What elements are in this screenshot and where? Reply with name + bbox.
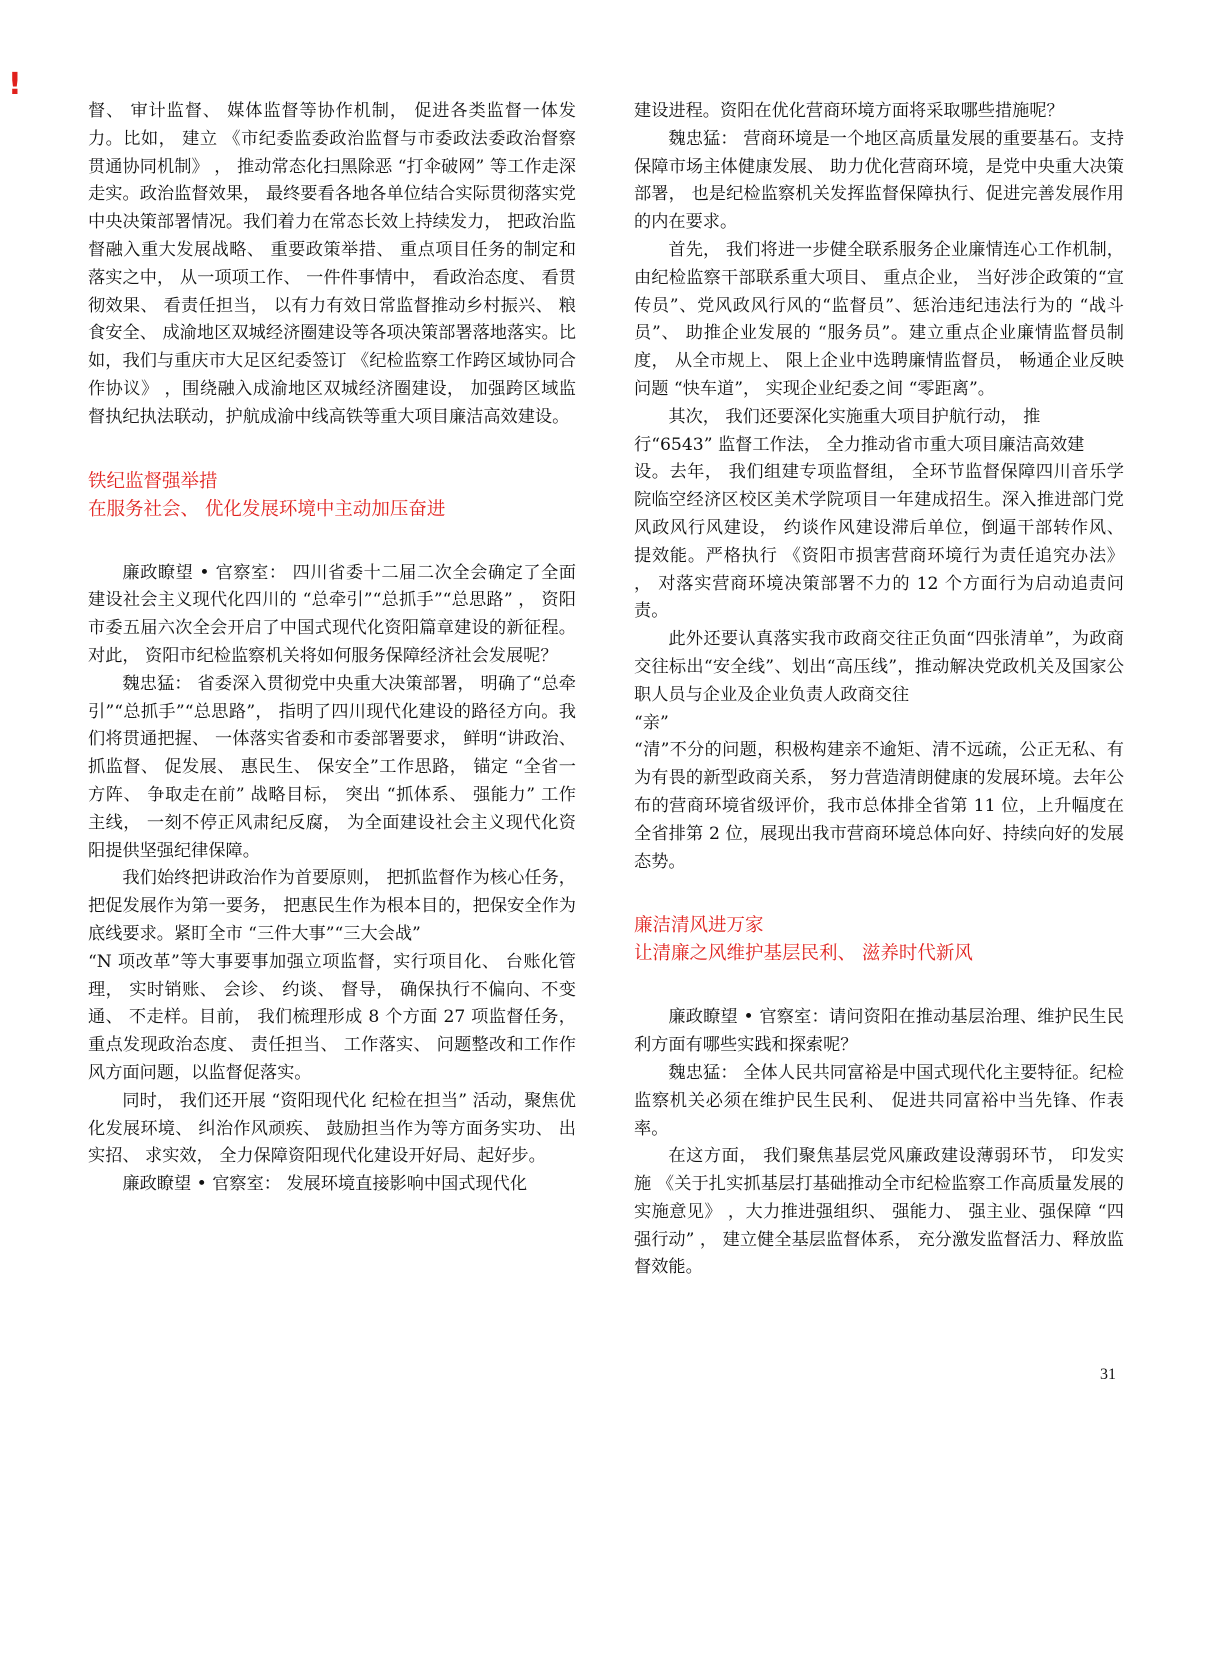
paragraph: 廉政瞭望 • 官察室：请问资阳在推动基层治理、维护民生民利方面有哪些实践和探索呢？ (634, 1007, 1124, 1056)
section-heading-line1: 铁纪监督强举措 (88, 470, 218, 492)
paragraph: 我们始终把讲政治作为首要原则， 把抓监督作为核心任务， 把促发展作为第一要务， 把惠民生作为根本目的，把保安全作为底线要求。紧盯全市 “三件大事”“三大会战” (88, 868, 576, 944)
paragraph: 在这方面， 我们聚焦基层党风廉政建设薄弱环节， 印发实施 《关于扎实抓基层打基础推动全市纪检监察工作高质量发展的实施意见》 ，大力推进强组织、 强能力、 强主业、强保障 “四强行动” ， 建立健全基层监督体系， 充分激发监督活力、释放监督效能。 (634, 1146, 1124, 1278)
paragraph: 魏忠猛： 省委深入贯彻党中央重大决策部署， 明确了“总牵引”“总抓手”“总思路”， 指明了四川现代化建设的路径方向。我们将贯通把握、 一体落实省委和市委部署要求， 鲜明“讲政治、 抓监督、 促发展、 惠民生、 保安全”工作思路， 锚定 “全省一方阵、 争取走在前” 战略目标， 突出 “抓体系、 强能力” 工作主线， 一刻不停正风肃纪反腐， 为全面建设社会主义现代化资阳提供坚强纪律保障。 (88, 673, 576, 861)
paragraph: 同时， 我们还开展 “资阳现代化 纪检在担当” 活动，聚焦优化发展环境、 纠治作风顽疾、 鼓励担当作为等方面务实功、 出实招、 求实效， 全力保障资阳现代化建设开好局、起好步。 (88, 1090, 576, 1167)
paragraph: 建设进程。资阳在优化营商环境方面将采取哪些措施呢？ (634, 101, 1064, 121)
right-column (634, 98, 1124, 1282)
paragraph: 廉政瞭望 • 官察室： 四川省委十二届二次全会确定了全面建设社会主义现代化四川的 “总牵引”“总抓手”“总思路” ， 资阳市委五届六次全会开启了中国式现代化资阳篇章建设的新征程。对此， 资阳市纪检监察机关将如何服务保障经济社会发展呢？ (88, 562, 576, 666)
paragraph: “清”不分的问题，积极构建亲不逾矩、清不远疏，公正无私、有为有畏的新型政商关系， 努力营造清朗健康的发展环境。去年公布的营商环境省级评价，我市总体排全省第 11 位，上升幅度在全省排第 2 位，展现出我市营商环境总体向好、持续向好的发展态势。 (634, 740, 1124, 872)
paragraph: 其次， 我们还要深化实施重大项目护航行动， 推 (668, 406, 1041, 427)
paragraph: 行“6543” 监督工作法， 全力推动省市重大项目廉洁高效建 (634, 434, 1085, 455)
left-column (88, 98, 576, 1199)
paragraph: 设。去年， 我们组建专项监督组， 全环节监督保障四川音乐学院临空经济区校区美术学院项目一年建成招生。深入推进部门党风政风行风建设， 约谈作风建设滞后单位，倒逼干部转作风、 提效能。严格执行 《资阳市损害营商环境行为责任追究办法》 ， 对落实营商环境决策部署不力的 12 个方面行为启动追责问责。 (634, 462, 1124, 622)
section-heading-line2: 在服务社会、 优化发展环境中主动加压奋进 (88, 498, 446, 520)
paragraph: 廉政瞭望 • 官察室： 发展环境直接影响中国式现代化 (122, 1174, 528, 1195)
section-heading-line2: 让清廉之风维护基层民利、 滋养时代新风 (634, 943, 973, 965)
paragraph: 督、 审计监督、 媒体监督等协作机制， 促进各类监督一体发力。比如， 建立 《市纪委监委政治监督与市委政法委政治督察贯通协同机制》 ， 推动常态化扫黑除恶 “打伞破网” 等工作走深走实。政治监督效果， 最终要看各地各单位结合实际贯彻落实党中央决策部署情况。我们着力在常态长效上持续发力， 把政治监督融入重大发展战略、 重要政策举措、 重点项目任务的制定和落实之中， 从一项项工作、 一件件事情中， 看政治态度、 看贯彻效果、 看责任担当， 以有力有效日常监督推动乡村振兴、 粮食安全、 成渝地区双城经济圈建设等各项决策部署落地落实。比如，我们与重庆市大足区纪委签订 《纪检监察工作跨区域协同合作协议》 ，围绕融入成渝地区双城经济圈建设， 加强跨区域监督执纪执法联动，护航成渝中线高铁等重大项目廉洁高效建设。 (88, 101, 576, 427)
paragraph: 首先， 我们将进一步健全联系服务企业廉情连心工作机制， 由纪检监察干部联系重大项目、 重点企业， 当好涉企政策的“宣传员”、党风政风行风的“监督员”、惩治违纪违法行为的 “战斗员”、 助推企业发展的 “服务员”。建立重点企业廉情监督员制度， 从全市规上、 限上企业中选聘廉情监督员， 畅通企业反映问题 “快车道”， 实现企业纪委之间 “零距离”。 (634, 239, 1124, 399)
paragraph: “N 项改革”等大事要事加强立项监督，实行项目化、 台账化管理， 实时销账、 会诊、 约谈、 督导， 确保执行不偏向、不变通、 不走样。目前， 我们梳理形成 8 个方面 27 项监督任务，重点发现政治态度、 责任担当、 工作落实、 问题整改和工作作风方面问题，以监督促落实。 (88, 951, 576, 1083)
page-number: 31 (1100, 1366, 1116, 1383)
paragraph: 魏忠猛： 营商环境是一个地区高质量发展的重要基石。支持保障市场主体健康发展、 助力优化营商环境，是党中央重大决策部署， 也是纪检监察机关发挥监督保障执行、促进完善发展作用的内在要求。 (634, 128, 1124, 233)
paragraph: 此外还要认真落实我市政商交往正负面“四张清单”，为政商交往标出“安全线”、划出“高压线”，推动解决党政机关及国家公职人员与企业及企业负责人政商交往 (634, 629, 1124, 705)
paragraph: 魏忠猛： 全体人民共同富裕是中国式现代化主要特征。纪检监察机关必须在维护民生民利、 促进共同富裕中当先锋、作表率。 (634, 1062, 1124, 1139)
section-heading-line1: 廉洁清风进万家 (634, 915, 764, 937)
paragraph: “亲” (634, 712, 669, 733)
margin-mark: ! (8, 67, 22, 102)
